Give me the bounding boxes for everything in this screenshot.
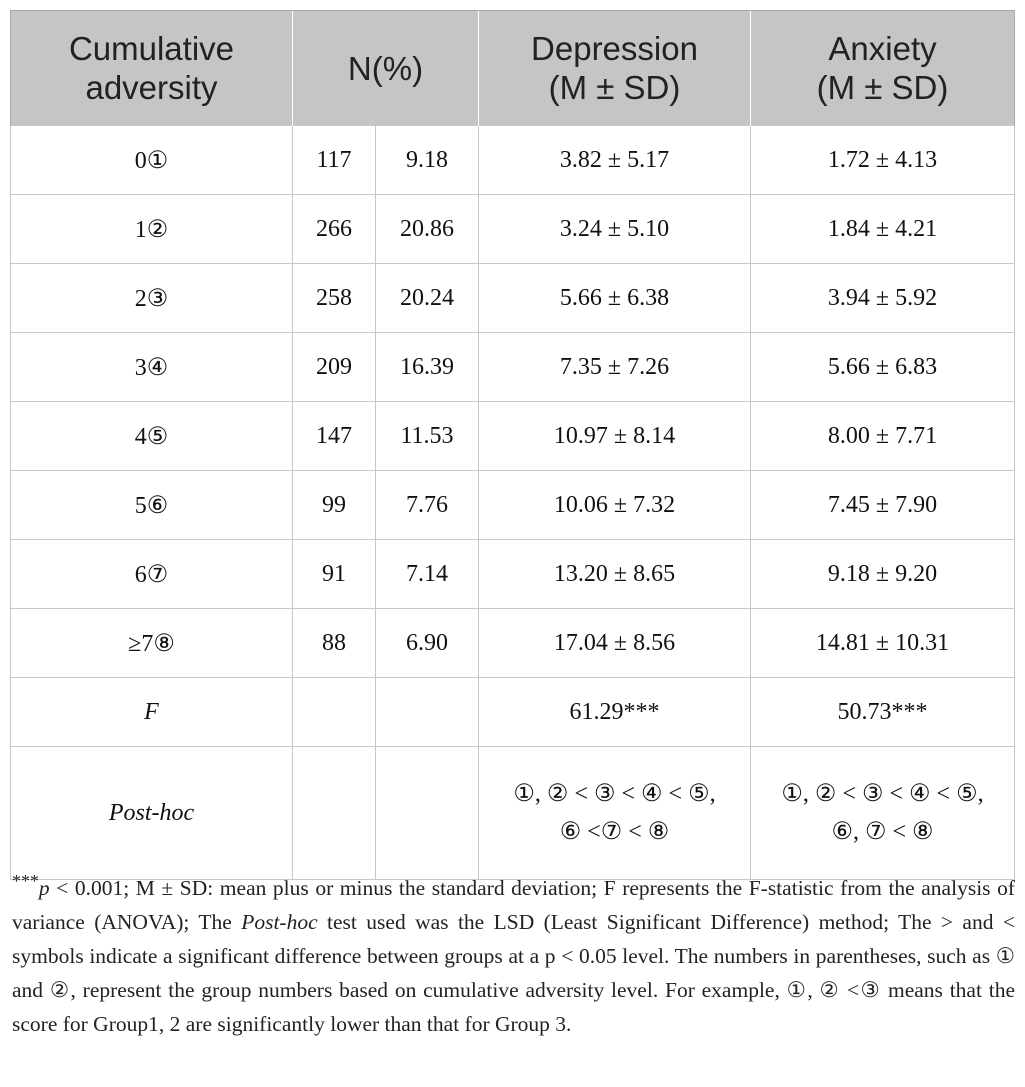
cell-n: 258 [293, 264, 376, 333]
header-line: (M ± SD) [816, 69, 949, 106]
cell-depression: 5.66 ± 6.38 [479, 264, 751, 333]
table-row [11, 195, 1015, 264]
cell-depression: 10.06 ± 7.32 [479, 471, 751, 540]
cell-n: 88 [293, 609, 376, 678]
cell-posthoc-anxiety [751, 747, 1015, 880]
adversity-results-table [10, 10, 1015, 880]
header-line: N(%) [347, 49, 424, 87]
f-statistic-row [11, 678, 1015, 747]
cell-empty [376, 747, 479, 880]
cell-anxiety: 1.84 ± 4.21 [751, 195, 1015, 264]
table-row [11, 540, 1015, 609]
cell-group: 0① [11, 126, 293, 195]
cell-group: 1② [11, 195, 293, 264]
cell-depression: 17.04 ± 8.56 [479, 609, 751, 678]
cell-n: 209 [293, 333, 376, 402]
cell-group: 5⑥ [11, 471, 293, 540]
cell-empty [293, 678, 376, 747]
posthoc-line: ①, ② < ③ < ④ < ⑤, [513, 781, 716, 807]
footnote-paragraph [12, 864, 1015, 1041]
footnote-text-2: test used was the LSD (Least Significant Difference) method; The > and < symbols indicate a significant difference between groups at a p < 0.05 level. The numbers in parentheses, such as ① and ②, represent the group numbers based on cumulative adversity level. For example, ①, ② <③ means that the score for Group1, 2 are significantly lower than that for Group 3. [12, 910, 1015, 1037]
cell-anxiety: 9.18 ± 9.20 [751, 540, 1015, 609]
table-row [11, 126, 1015, 195]
cell-posthoc-depression [479, 747, 751, 880]
posthoc-line: ①, ② < ③ < ④ < ⑤, [781, 781, 984, 807]
cell-percent: 6.90 [376, 609, 479, 678]
cell-percent: 20.24 [376, 264, 479, 333]
table-row [11, 333, 1015, 402]
header-line: adversity [85, 69, 218, 106]
cell-anxiety: 8.00 ± 7.71 [751, 402, 1015, 471]
cell-depression: 13.20 ± 8.65 [479, 540, 751, 609]
cell-f-depression: 61.29*** [479, 678, 751, 747]
table-footnote [12, 864, 1015, 1041]
posthoc-line: ⑥ <⑦ < ⑧ [559, 819, 670, 845]
header-line: Cumulative [68, 30, 235, 67]
header-anxiety [751, 11, 1015, 126]
footnote-stars: *** [12, 871, 39, 891]
cell-group: 3④ [11, 333, 293, 402]
cell-group: 6⑦ [11, 540, 293, 609]
cell-f-anxiety: 50.73*** [751, 678, 1015, 747]
posthoc-row [11, 747, 1015, 880]
cell-depression: 10.97 ± 8.14 [479, 402, 751, 471]
cell-group: 4⑤ [11, 402, 293, 471]
table-row [11, 609, 1015, 678]
cell-anxiety: 3.94 ± 5.92 [751, 264, 1015, 333]
cell-n: 266 [293, 195, 376, 264]
header-line: Anxiety [828, 30, 937, 67]
cell-empty [293, 747, 376, 880]
table-row [11, 264, 1015, 333]
cell-percent: 7.76 [376, 471, 479, 540]
cell-percent: 7.14 [376, 540, 479, 609]
cell-posthoc-label: Post-hoc [11, 747, 293, 880]
cell-empty [376, 678, 479, 747]
cell-depression: 7.35 ± 7.26 [479, 333, 751, 402]
footnote-p: p [38, 876, 50, 901]
cell-group: 2③ [11, 264, 293, 333]
cell-f-label: F [11, 678, 293, 747]
cell-n: 91 [293, 540, 376, 609]
table-row [11, 402, 1015, 471]
cell-n: 147 [293, 402, 376, 471]
table-row [11, 471, 1015, 540]
posthoc-line: ⑥, ⑦ < ⑧ [831, 819, 934, 845]
table-header-row [11, 11, 1015, 126]
header-line: Depression [531, 30, 698, 67]
cell-percent: 9.18 [376, 126, 479, 195]
header-n-percent [293, 11, 479, 126]
cell-anxiety: 7.45 ± 7.90 [751, 471, 1015, 540]
header-depression [479, 11, 751, 126]
header-line: (M ± SD) [548, 69, 681, 106]
header-cumulative-adversity [11, 11, 293, 126]
cell-n: 99 [293, 471, 376, 540]
results-table-container [10, 10, 1014, 880]
footnote-posthoc: Post-hoc [241, 910, 318, 935]
footnote-text-1: < 0.001; M ± SD: mean plus or minus the standard deviation; F represents the F-statistic from the analysis of variance (ANOVA); The [12, 876, 1015, 935]
cell-anxiety: 1.72 ± 4.13 [751, 126, 1015, 195]
cell-anxiety: 14.81 ± 10.31 [751, 609, 1015, 678]
cell-anxiety: 5.66 ± 6.83 [751, 333, 1015, 402]
cell-group: ≥7⑧ [11, 609, 293, 678]
cell-percent: 16.39 [376, 333, 479, 402]
cell-percent: 20.86 [376, 195, 479, 264]
cell-n: 117 [293, 126, 376, 195]
cell-percent: 11.53 [376, 402, 479, 471]
cell-depression: 3.24 ± 5.10 [479, 195, 751, 264]
cell-depression: 3.82 ± 5.17 [479, 126, 751, 195]
